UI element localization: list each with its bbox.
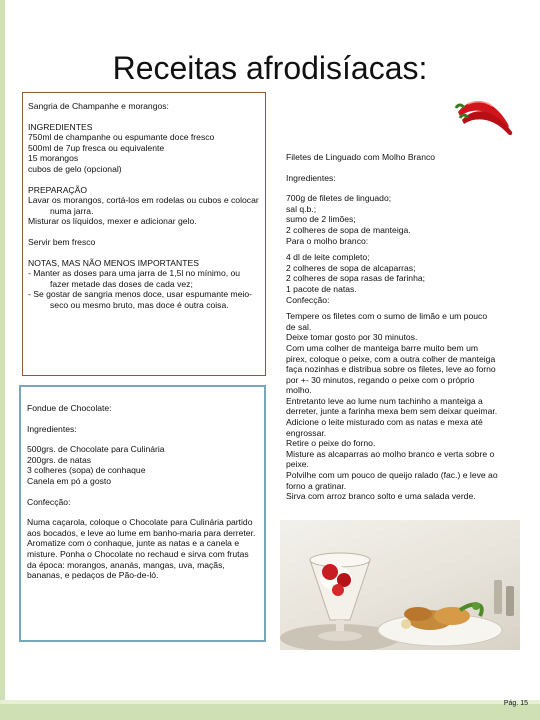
sangria-serve-note: Servir bem fresco xyxy=(28,236,96,247)
linguado-ingredient: Para o molho branco: xyxy=(286,235,369,246)
sangria-ingredients-title: INGREDIENTES xyxy=(28,121,93,132)
sangria-ingredient: 500ml de 7up fresca ou equivalente xyxy=(28,142,165,153)
linguado-ingredient: 2 colheres de sopa de manteiga. xyxy=(286,224,411,235)
linguado-prep-step: Misture as alcaparras ao molho branco e verta sobre o peixe. xyxy=(286,448,495,470)
sangria-heading: Sangria de Champanhe e morangos: xyxy=(28,101,169,111)
sangria-note: - Se gostar de sangria menos doce, usar espumante meio-seco ou mesmo bruto, mas doce é outra coisa. xyxy=(28,289,253,310)
page-title: Receitas afrodisíacas: xyxy=(112,50,428,86)
linguado-ingredient: sumo de 2 limões; xyxy=(286,214,356,225)
fondue-ingredient: 200grs. de natas xyxy=(27,454,92,465)
fondue-ingredients-title: Ingredientes: xyxy=(27,423,77,434)
linguado-prep-step: Adicione o leite misturado com as natas e mexa até engrossar. xyxy=(286,417,483,438)
linguado-ingredient: sal q.b.; xyxy=(286,203,317,214)
linguado-prep-title: Confecção: xyxy=(286,294,330,305)
linguado-prep-step: Entretanto leve ao lume num tachinho a manteiga a derreter, junte a farinha mexa bem sem deixar queimar. xyxy=(286,395,498,417)
linguado-ingredients-title: Ingredientes: xyxy=(286,172,336,183)
linguado-prep-step: Sirva com arroz branco solto e uma salada verde. xyxy=(286,491,476,502)
linguado-prep-step: Polvilhe com um pouco de queijo ralado (fac.) e leve ao forno a gratinar. xyxy=(286,470,498,491)
page-frame-left xyxy=(0,0,5,720)
linguado-heading: Filetes de Linguado com Molho Branco xyxy=(286,152,436,162)
linguado-prep-step: Tempere os filetes com o sumo de limão e um pouco de sal. xyxy=(286,311,488,332)
linguado-ingredient: 700g de filetes de linguado; xyxy=(286,193,392,204)
fondue-ingredient: 3 colheres (sopa) de conhaque xyxy=(27,465,146,476)
sangria-prep-step: Lavar os morangos, cortá-los em rodelas ou cubos e colocar numa jarra. xyxy=(28,195,259,216)
linguado-sauce-item: 2 colheres de sopa rasas de farinha; xyxy=(286,273,426,284)
linguado-recipe xyxy=(286,152,498,502)
chili-peppers-icon xyxy=(452,90,516,138)
fondue-prep-title: Confecção: xyxy=(27,496,71,507)
fondue-prep-text: Numa caçarola, coloque o Chocolate para Culinária partido aos bocados, e leve ao lume em banho-maria para derreter. Aromatize com o conhaque, junte as natas e a canela e misture. Ponha o Chocolate no rechaud e sirva com frutas da época: morangos, ananás, mangas, uva, maçãs, bananas, e pedaços de Pão-de-ló. xyxy=(27,517,256,581)
fondue-ingredient: Canela em pó a gosto xyxy=(27,475,112,486)
page-number: Pág. 15 xyxy=(503,700,528,707)
sangria-ingredient: 750ml de champanhe ou espumante doce fresco xyxy=(28,132,215,143)
linguado-prep-step: Retire o peixe do forno. xyxy=(286,438,376,449)
fondue-recipe-box xyxy=(19,385,266,642)
fondue-heading: Fondue de Chocolate: xyxy=(27,403,112,413)
food-photo-illustration xyxy=(280,520,520,650)
sangria-prep-step: Misturar os líquidos, mexer e adicionar gelo. xyxy=(28,216,197,227)
sangria-notes-title: NOTAS, MAS NÃO MENOS IMPORTANTES xyxy=(28,257,199,268)
sangria-note: - Manter as doses para uma jarra de 1,5l no mínimo, ou fazer metade das doses de cada vez; xyxy=(28,268,241,289)
sangria-ingredient: cubos de gelo (opcional) xyxy=(28,163,122,174)
linguado-prep-step: Com uma colher de manteiga barre muito bem um pirex, coloque o peixe, com a outra colher de manteiga faça nozinhas e distribua sobre os filetes, leve ao forno por +- 30 minutos, regando o peixe com o próprio molho. xyxy=(286,342,496,396)
sangria-prep-title: PREPARAÇÃO xyxy=(28,184,88,195)
sangria-recipe-box xyxy=(22,92,266,376)
fondue-ingredient: 500grs. de Chocolate para Culinária xyxy=(27,444,165,455)
page-frame-bottom xyxy=(0,704,540,720)
linguado-sauce-item: 2 colheres de sopa de alcaparras; xyxy=(286,262,416,273)
dessert-food-photo xyxy=(280,520,520,650)
linguado-sauce-item: 4 dl de leite completo; xyxy=(286,252,370,263)
linguado-prep-step: Deixe tomar gosto por 30 minutos. xyxy=(286,332,418,343)
sangria-ingredient: 15 morangos xyxy=(28,153,79,164)
linguado-sauce-item: 1 pacote de natas. xyxy=(286,283,357,294)
